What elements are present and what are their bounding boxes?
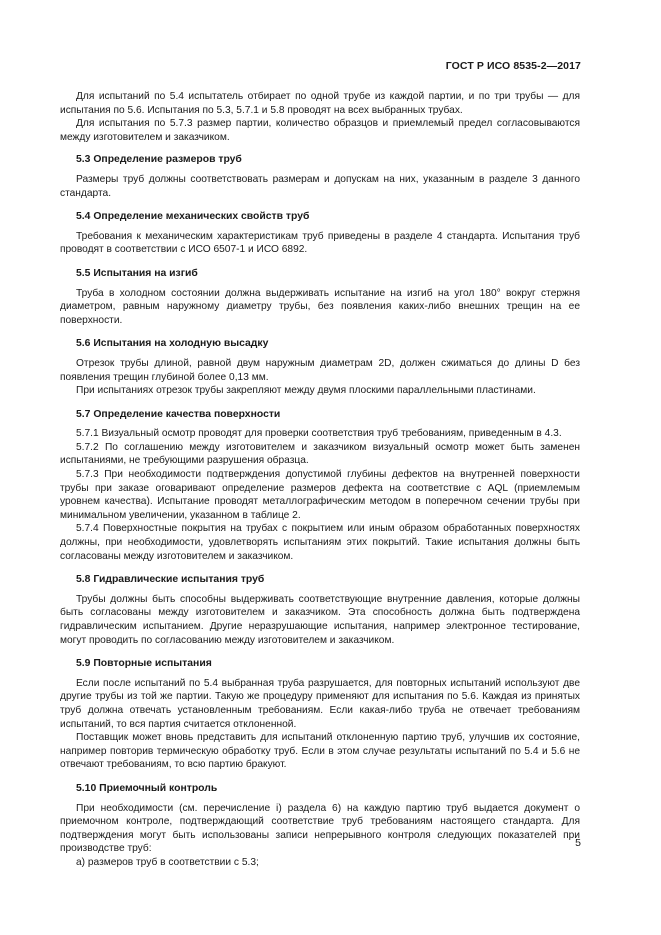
section-heading-5-10: 5.10 Приемочный контроль (76, 782, 218, 794)
section-paragraph: Трубы должны быть способны выдерживать соответствующие внутренние давления, которые должны быть согласованы между изготовителем и заказчиком. Эта способность должна быть подтверждена гидравлическим испытанием. Другие неразрушающие испытания, например электронное тестирование, могут проводить по согласованию между изготовителем и заказчиком. (60, 593, 580, 646)
section-heading-5-7: 5.7 Определение качества поверхности (76, 408, 281, 420)
section-heading-5-8: 5.8 Гидравлические испытания труб (76, 574, 265, 586)
section-paragraph: 5.7.2 По соглашению между изготовителем и заказчиком визуальный осмотр может быть заменен испытаниями, не требующими разрушения образца. (60, 441, 580, 467)
section-heading-5-5: 5.5 Испытания на изгиб (76, 267, 198, 279)
section-paragraph: При испытаниях отрезок трубы закрепляют между двумя плоскими параллельными пластинами. (76, 385, 536, 397)
section-heading-5-3: 5.3 Определение размеров труб (76, 154, 242, 166)
section-paragraph: Поставщик может вновь представить для испытаний отклоненную партию труб, улучшив их состояние, например повторив термическую обработку труб. Если в этом случае результаты испытаний по 5.4 и 5.6 не отвечают требованиям, то всю партию бракуют. (60, 732, 580, 771)
section-heading-5-6: 5.6 Испытания на холодную высадку (76, 338, 269, 350)
section-paragraph: 5.7.3 При необходимости подтверждения допустимой глубины дефектов на внутренней поверхности трубы при заказе оговаривают определение размеров дефекта на соответствие с AQL (приемлемым уровнем качества). Испытание проводят металлографическим методом в поперечном сечении трубы при минимальном увеличении, указанном в таблице 2. (60, 469, 580, 521)
intro-paragraph: Для испытаний по 5.4 испытатель отбирает по одной трубе из каждой партии, и по три трубы — для испытания по 5.6. Испытания по 5.3, 5.7.1 и 5.8 проводят на всех выбранных трубах. (60, 91, 580, 116)
document-body (60, 90, 580, 870)
section-paragraph: При необходимости (см. перечисление i) раздела 6) на каждую партию труб выдается документ о приемочном контроле, подтверждающий соответствие труб требованиям настоящего стандарта. Для подтверждения могут быть использованы записи непрерывного контроля следующих показателей при производстве труб: (60, 802, 580, 855)
section-paragraph: 5.7.4 Поверхностные покрытия на трубах с покрытием или иным образом обработанных поверхностях должны, при необходимости, удовлетворять испытаниям этих покрытий. Такие испытания должны быть согласованы между изготовителем и заказчиком. (60, 523, 580, 562)
list-item: a) размеров труб в соответствии с 5.3; (76, 856, 259, 868)
section-paragraph: Отрезок трубы длиной, равной двум наружным диаметрам 2D, должен сжиматься до длины D без появления трещин глубиной более 0,13 мм. (60, 357, 580, 383)
section-paragraph: Труба в холодном состоянии должна выдерживать испытание на изгиб на угол 180° вокруг стержня диаметром, равным наружному диаметру трубы, без появления каких-либо внешних трещин на ее поверхности. (60, 287, 580, 326)
page-number: 5 (575, 837, 581, 849)
section-paragraph: 5.7.1 Визуальный осмотр проводят для проверки соответствия труб требованиям, приведенным в 4.3. (76, 428, 562, 440)
section-paragraph: Требования к механическим характеристикам труб приведены в разделе 4 стандарта. Испытания труб проводят в соответствии с ИСО 6507-1 и ИСО 6892. (60, 230, 580, 256)
section-paragraph: Размеры труб должны соответствовать размерам и допускам на них, указанным в разделе 3 данного стандарта. (60, 173, 580, 199)
document-header: ГОСТ Р ИСО 8535-2—2017 (445, 60, 581, 72)
section-paragraph: Если после испытаний по 5.4 выбранная труба разрушается, для повторных испытаний используют две другие трубы из той же партии. Такую же процедуру применяют для испытания по 5.6. Каждая из принятых труб должна отвечать установленным требованиям. Если какая-либо труба не отвечает требованиям испытаний, то вся партия считается отклоненной. (60, 677, 580, 730)
intro-paragraph: Для испытания по 5.7.3 размер партии, количество образцов и приемлемый предел согласовываются между изготовителем и заказчиком. (60, 118, 580, 143)
section-heading-5-4: 5.4 Определение механических свойств труб (76, 211, 310, 223)
section-heading-5-9: 5.9 Повторные испытания (76, 658, 212, 670)
